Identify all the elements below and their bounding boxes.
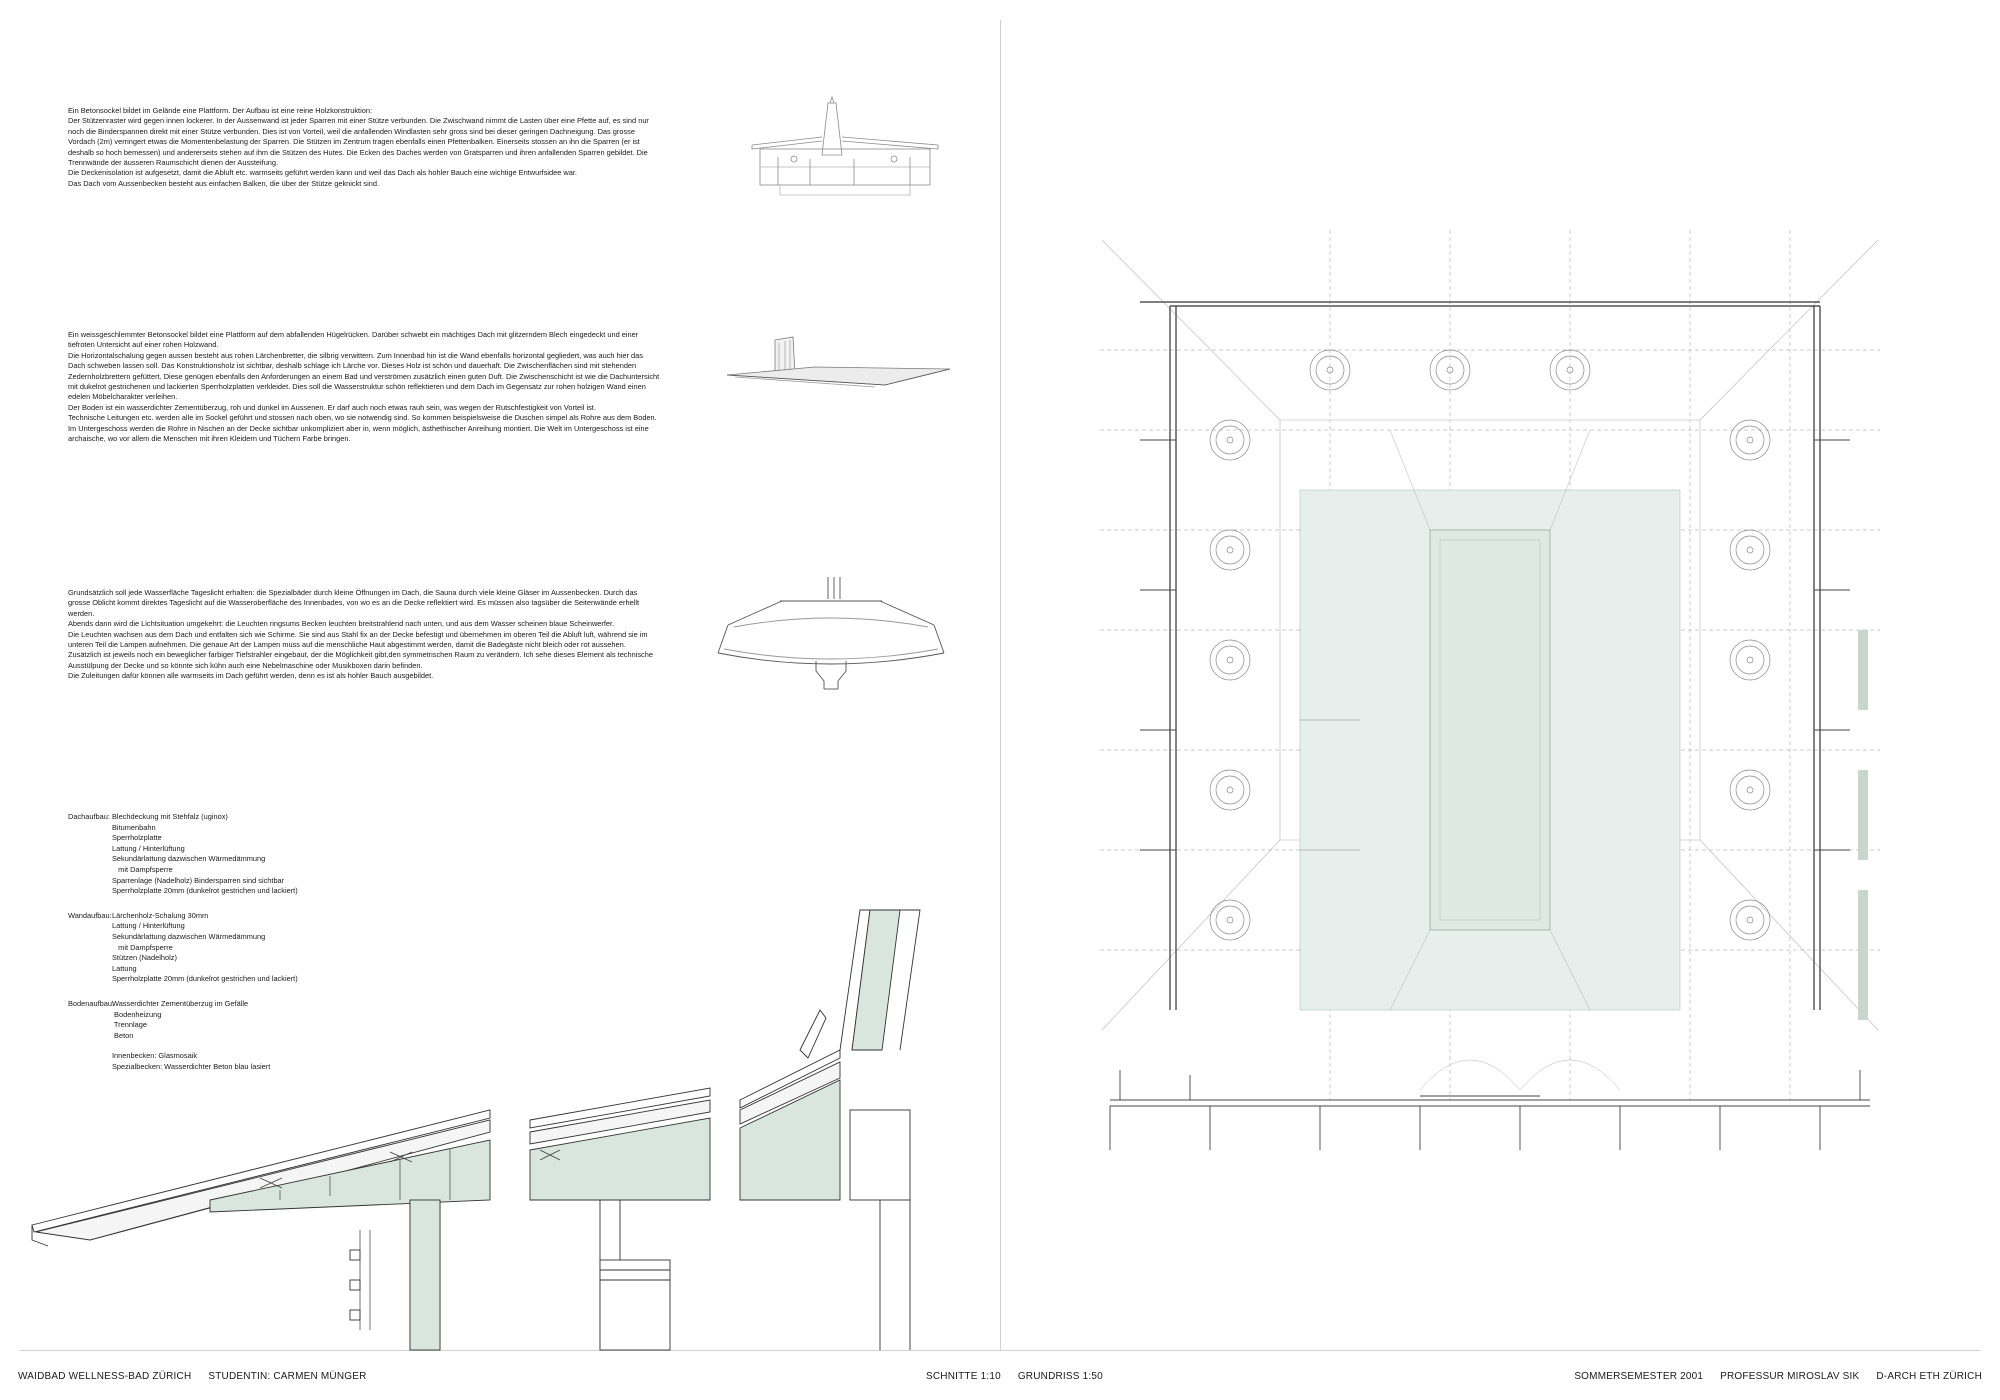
spec-item: mit Dampfsperre [112,864,173,874]
section-scale: SCHNITTE 1:10 [926,1371,1001,1382]
professor: PROFESSUR MIROSLAV SIK [1720,1371,1860,1382]
spec-label: Bodenaufbau: [68,998,115,1008]
spec-item: Sperrholzplatte [112,833,162,843]
paragraph: Die Leuchten wachsen aus dem Dach und entfalten sich wie Schirme. Sie sind aus Stahl fix an der Decke befestigt und übernehmen im oberen Teil die Abluft luft, während sie im unteren Teil die Lampen aufnehmen. Die genaue Art der Lampen muss auf die menschliche Haut abgestimmt werden, damit die Badegäste nicht bleich oder rot aussehen. Zusätzlich ist jeweils noch ein beweglicher farbiger Tiefstrahler eingebaut, der die Möglichkeit gibt,den symmetrischen Raum zu verändern. Ich sehe dieses Element als technische Ausstülpung der Decke und so könnte sich kühn auch eine Nebelmaschine oder Musikboxen darin befinden. [68,629,653,670]
footer-right [1574,1371,1982,1382]
inner-pool [1430,530,1550,930]
light-slot [1858,770,1868,860]
paragraph: Der Stützenraster wird gegen innen lockerer. In der Aussenwand ist jeder Sparren mit einer Stütze verbunden. Die Zwischwand nimmt die Lasten über eine Pfette auf, es sind nur noch die Binderspannen direkt mit einer Stütze verbunden. Dies ist von Vorteil, weil die anfallenden Windlasten sehr gross sind bei dieser geringen Dachneigung. Das grosse Vordach (2m) verringert etwas die Momentenbelastung der Sparren. Die Stützen im Zentrum tragen ebenfalls einen Pfettenbalken. Einerseits stossen an ihn die Sparren (er ist deshalb so hoch bemessen) und andererseits stehen auf ihm die Stützen des Hutes. Die Ecken des Daches werden von Gratsparren und ihren anfallenden Sparren gebildet. Die Trennwände der äusseren Raumschicht dienen der Aussteifung. [68,116,649,168]
paragraph: Die Zuleitungen dafür können alle warmseits im Dach geführt werden, denn es ist als hohler Bauch ausgebildet. [68,671,434,681]
project-title: WAIDBAD WELLNESS-BAD ZÜRICH [18,1371,192,1382]
light-slot [1858,630,1868,710]
floor-plan [1100,230,1880,1150]
spec-item: Sekundärlattung dazwischen Wärmedämmung [112,931,266,941]
paragraph: Ein Betonsockel bildet im Gelände eine Plattform. Der Aufbau ist eine reine Holzkonstruktion: [68,106,372,115]
student-name: STUDENTIN: CARMEN MÜNGER [208,1371,367,1382]
paragraph: Die Deckenisolation ist aufgesetzt, damit die Abluft etc. warmseits geführt werden kann und weil das Dach als hohler Bauch eine wichtige Entwurfsidee war. [68,168,577,178]
spec-label: Wandaufbau: [68,910,112,920]
paragraph: Ein weissgeschlemmter Betonsockel bildet eine Plattform auf dem abfallenden Hügelrücken. Darüber schwebt ein mächtiges Dach mit glitzerndem Blech eingedeckt und einer tiefroten Untersicht auf einer rohen Holzwand. [68,330,639,350]
spec-item: Beton [112,1030,134,1040]
plan-scale: GRUNDRISS 1:50 [1017,1371,1103,1382]
spec-item: Trennlage [112,1020,147,1030]
footer-left [18,1371,367,1382]
spec-item: Sparrenlage (Nadelholz) Bindersparren sind sichtbar [112,875,285,885]
lighting-description [68,588,660,682]
spec-item: Lärchenholz-Schalung 30mm [112,910,209,920]
spec-item: mit Dampfsperre [112,942,173,952]
light-slot [1858,890,1868,1020]
spec-item: Lattung / Hinterlüftung [112,921,185,931]
roof-buildup [68,812,298,897]
spec-item: Innenbecken: Glasmosaik [112,1051,198,1061]
spec-item: Bitumenbahn [112,822,156,832]
footer-rule [20,1350,1980,1351]
lamp-section-sketch [700,575,960,695]
spec-item: Sperrholzplatte 20mm (dunkelrot gestrichen und lackiert) [112,886,298,896]
material-description [68,330,660,444]
spec-item: Wasserdichter Zementüberzug im Gefälle [112,998,249,1008]
eave-detail [32,1110,490,1350]
spec-item: Blechdeckung mit Stehfalz (uginox) [112,812,228,821]
skylight-detail [740,910,920,1350]
spec-item: Stützen (Nadelholz) [112,953,177,963]
spec-item: Lattung [112,963,137,973]
building-section-sketch [750,95,940,200]
wall-detail [530,1088,710,1350]
construction-description [68,106,660,189]
spec-item: Bodenheizung [112,1009,162,1019]
spec-item: Spezialbecken: Wasserdichter Beton blau lasiert [112,1061,271,1071]
footer-center [926,1371,1103,1382]
spec-label: Dachaufbau: [68,812,110,821]
roof-perspective-sketch [725,335,955,395]
paragraph: Technische Leitungen etc. werden alle im Sockel geführt und stossen nach oben, wo sie notwendig sind. So kommen beispielsweise die Duschen simpel als Rohre aus dem Boden. Im Untergeschoss werden die Rohre in Nischen an der Decke sichtbar unkompliziert aber in, wenn möglich, ästhethischer Anreihung montiert. Die Welt im Untergeschoss ist eine archaische, wo vor allem die Menschen mit ihren Kleidern und Tüchern Farbe bringen. [68,413,657,444]
paragraph: Das Dach vom Aussenbecken besteht aus einfachen Balken, die über der Stütze geknickt sind. [68,178,380,188]
paragraph: Abends dann wird die Lichtsituation umgekehrt: die Leuchten ringsums Becken leuchten breitstrahlend nach unten, und aus dem Wasser scheinen blaue Scheinwerfer. [68,619,615,629]
sheet-divider [1000,20,1001,1350]
spec-item: Sperrholzplatte 20mm (dunkelrot gestrichen und lackiert) [112,974,298,984]
spec-item: Sekundärlattung dazwischen Wärmedämmung [112,854,266,864]
paragraph: Die Horizontalschalung gegen aussen besteht aus rohen Lärchenbretter, die silbrig verwittern. Zum Innenbad hin ist die Wand ebenfalls horizontal gegliedert, was auch hier das Dach schweben lassen soll. Das Konstruktionsholz ist sichtbar, deshalb schlage ich Lärche vor. Dieses Holz ist schön und dauerhaft. Die Zwischenflächen sind mit stehenden Zedernholzbrettern gefüttert. Diese genügen ebenfalls den Anforderungen an einem Bad und verströmen zusätzlich einen guten Duft. Die Zwischenschicht ist wie die Dachuntersicht mit dukelrot gestrichenen und lackierten Sperrholzplatten verkleidet. Dies soll die Wasserstruktur schön reflektieren und dem Dach im Gegensatz zur rohen holzigen Wand einen edelen Möbelcharakter verleihen. [68,350,660,402]
institution: D-ARCH ETH ZÜRICH [1876,1371,1982,1382]
paragraph: Grundsätzlich soll jede Wasserfläche Tageslicht erhalten: die Spezialbäder durch kleine Öffnungen im Dach, die Sauna durch viele kleine Gläser im Aussenbecken. Durch das grosse Oblicht kommt direktes Tageslicht auf die Wasseroberfläche des Innenbades, von wo es an die Decke reflektiert wird. Es müssen also tagsüber die Seitenwände erhellt werden. [68,588,640,618]
spec-item: Lattung / Hinterlüftung [112,843,185,853]
semester: SOMMERSEMESTER 2001 [1574,1371,1704,1382]
paragraph: Der Boden ist ein wasserdichter Zementüberzug, roh und dunkel im Aussenen. Er darf auch noch etwas rauh sein, was wegen der Rutschfestigkeit von Vorteil ist. [68,402,596,412]
detail-sections [20,900,940,1350]
